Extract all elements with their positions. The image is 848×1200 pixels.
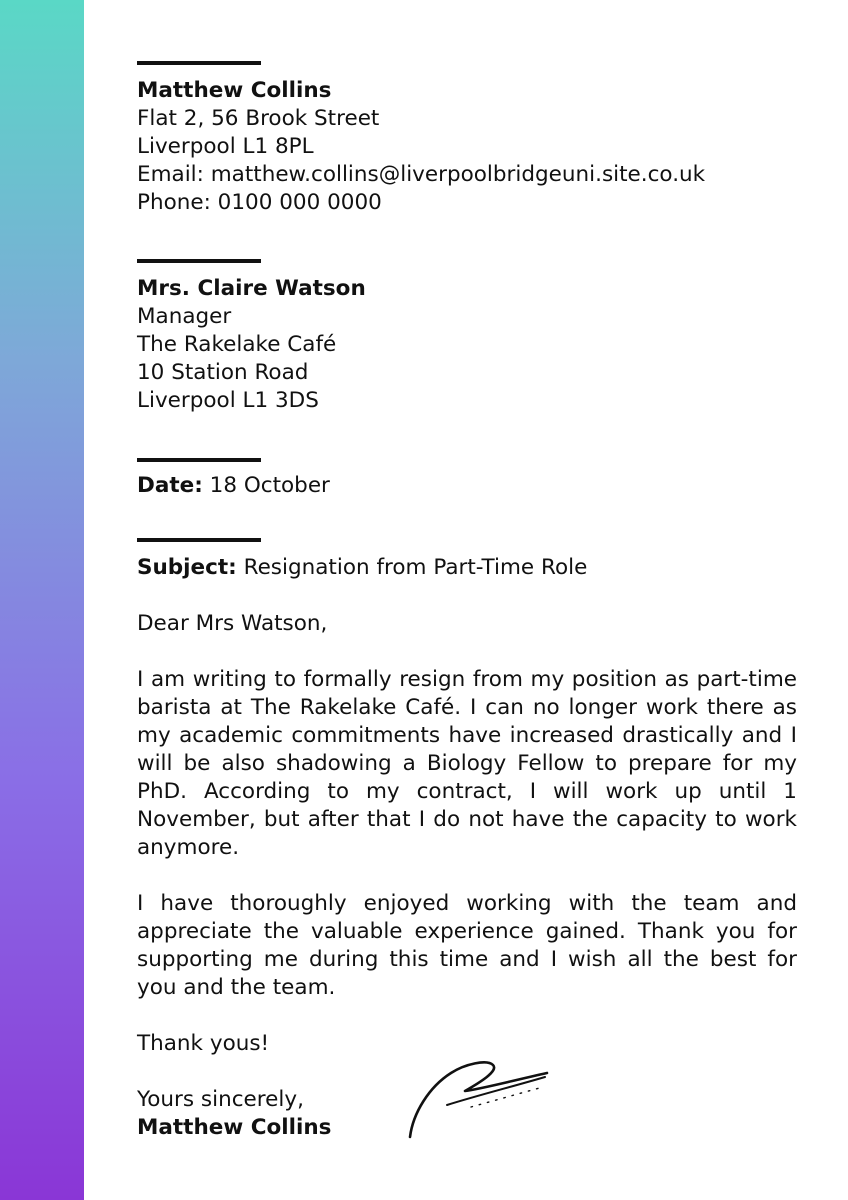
thanks-line: Thank yous! xyxy=(137,1031,270,1056)
date-line xyxy=(137,472,797,500)
body-paragraph-2: I have thoroughly enjoyed working with the team and appreciate the valuable experience gained. Thank you for supporting me during this time and I wish all the best for you and the team. xyxy=(137,891,797,1000)
date-value: 18 October xyxy=(209,473,330,498)
recipient-address-line2: Liverpool L1 3DS xyxy=(137,388,319,413)
subject-label: Subject: xyxy=(137,555,237,580)
sender-block xyxy=(137,77,797,217)
sender-address-line2: Liverpool L1 8PL xyxy=(137,134,314,159)
sender-name: Matthew Collins xyxy=(137,78,332,103)
date-label: Date: xyxy=(137,473,203,498)
recipient-address-line1: 10 Station Road xyxy=(137,360,309,385)
valediction: Yours sincerely, xyxy=(137,1087,304,1112)
closing-name: Matthew Collins xyxy=(137,1115,332,1140)
recipient-company: The Rakelake Café xyxy=(137,332,337,357)
recipient-name: Mrs. Claire Watson xyxy=(137,276,366,301)
sender-phone: Phone: 0100 000 0000 xyxy=(137,190,382,215)
recipient-block xyxy=(137,275,797,415)
letter-page xyxy=(137,0,797,1142)
recipient-title: Manager xyxy=(137,304,232,329)
signature-icon xyxy=(407,1053,557,1145)
salutation: Dear Mrs Watson, xyxy=(137,611,328,636)
handwritten-signature xyxy=(407,1053,557,1145)
subject-line xyxy=(137,554,797,582)
sender-email: Email: matthew.collins@liverpoolbridgeuni.site.co.uk xyxy=(137,162,706,187)
subject-value: Resignation from Part-Time Role xyxy=(243,555,588,580)
sender-address-line1: Flat 2, 56 Brook Street xyxy=(137,106,380,131)
body-paragraph-1: I am writing to formally resign from my position as part-time barista at The Rakelake Café. I can no longer work there as my academic commitments have increased drastically and I will be also shadowing a Biology Fellow to prepare for my PhD. According to my contract, I will work up until 1 November, but after that I do not have the capacity to work anymore. xyxy=(137,667,797,860)
decorative-gradient-sidebar xyxy=(0,0,84,1200)
